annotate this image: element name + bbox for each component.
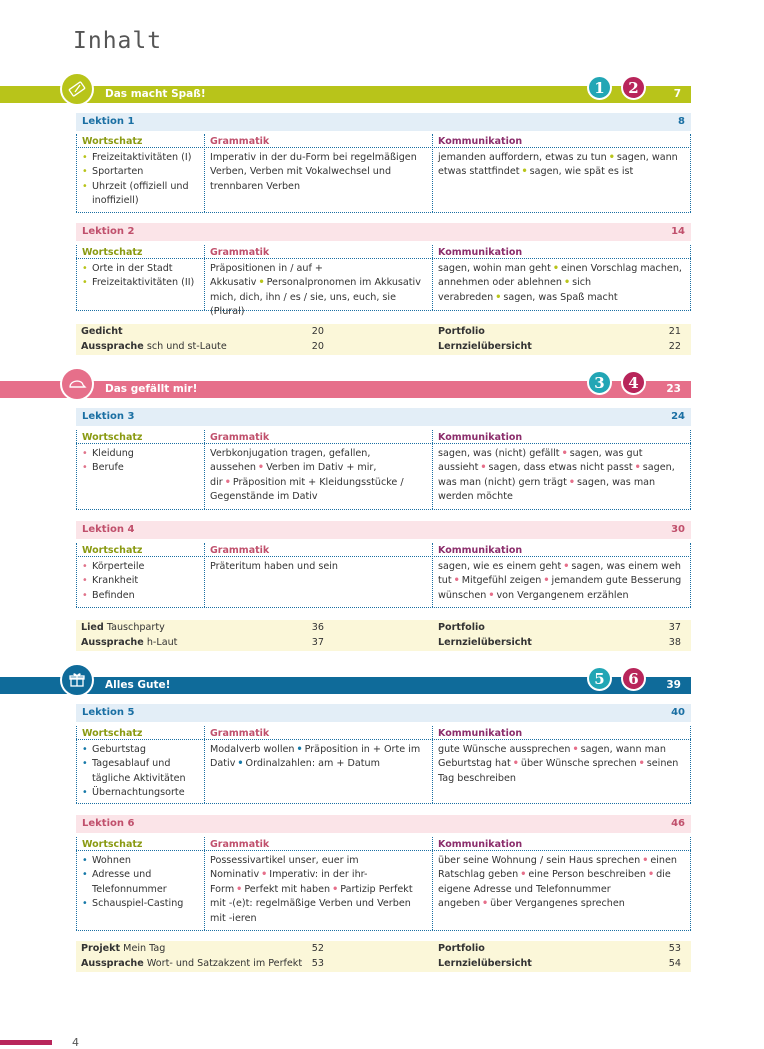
col-header-wortschatz: Wortschatz: [82, 136, 143, 147]
list-item: • Uhrzeit (offiziell und inoffiziell): [82, 180, 200, 209]
communication-item: sagen, wohin man geht: [438, 263, 551, 274]
unit-number-badge: 1: [587, 75, 612, 100]
list-item: • Schauspiel-Casting: [82, 897, 200, 911]
lesson-header: [76, 521, 691, 539]
list-item: • Übernachtungsorte: [82, 786, 200, 800]
unit-title: Das macht Spaß!: [105, 88, 206, 100]
lesson-title: Lektion 1: [82, 116, 135, 127]
unit-page: 23: [666, 383, 681, 395]
communication-item: einen Ratschlag geben: [438, 855, 677, 881]
unit-footer: Projekt Mein Tag 52 Aussprache Wort- und Satzakzent im Perfekt 53 Portfolio 53 Lernzielübersicht 54: [76, 941, 691, 972]
grammar-item: Verben im Dativ + mir, dir: [210, 462, 377, 488]
list-item: • Krankheit: [82, 574, 200, 588]
unit-number-badge: 3: [587, 370, 612, 395]
lesson-title: Lektion 6: [82, 818, 135, 829]
list-item: • Sportarten: [82, 165, 200, 179]
communication-item: seinen Tag beschreiben: [438, 758, 679, 784]
lesson-table: Wortschatz • Wohnen • Adresse und Telefonnummer • Schauspiel-Casting Grammatik Possessivartikel unser, euer im Nominativ • Imperativ: in der ihr-Form • Perfekt mit haben • Partizip Perfekt mit -(e)t: regelmäßige Verben und Verben mit -ieren Kommunikation über seine Wohnung / sein Haus sprechen • einen Ratschlag geben • eine Person beschreiben • die eigene Adresse und Telefonnummer angeben • über Vergangenes sprechen: [76, 837, 691, 931]
lesson-header: [76, 223, 691, 241]
communication-item: über Vergangenes sprechen: [490, 898, 625, 910]
col-header-wortschatz: Wortschatz: [82, 728, 143, 739]
col-header-kommunikation: Kommunikation: [438, 247, 523, 258]
col-header-wortschatz: Wortschatz: [82, 247, 143, 258]
footer-page: 20: [311, 326, 324, 337]
footer-label: Lernzielübersicht: [438, 341, 532, 352]
col-header-kommunikation: Kommunikation: [438, 839, 523, 850]
footer-label: Lernzielübersicht: [438, 637, 532, 648]
col-header-grammatik: Grammatik: [210, 839, 270, 850]
unit-number-badge: 6: [621, 666, 646, 691]
lesson-title: Lektion 5: [82, 707, 135, 718]
footer-label: Portfolio: [438, 326, 485, 337]
lesson-page: 40: [671, 707, 685, 718]
list-item: • Berufe: [82, 461, 200, 475]
communication-item: sagen, was man (nicht) gern trägt: [438, 462, 675, 488]
list-item: • Freizeitaktivitäten (I): [82, 151, 200, 165]
unit-footer: Lied Tauschparty 36 Aussprache h-Laut 37 Portfolio 37 Lernzielübersicht 38: [76, 620, 691, 651]
page-title: Inhalt: [73, 28, 163, 54]
footer-page: 21: [668, 326, 681, 337]
communication-item: sagen, was Spaß macht: [503, 291, 618, 303]
col-header-grammatik: Grammatik: [210, 728, 270, 739]
list-item: • Befinden: [82, 589, 200, 603]
col-header-kommunikation: Kommunikation: [438, 728, 523, 739]
lesson-page: 24: [671, 411, 685, 422]
grammar-text: Imperativ in der du-Form bei regelmäßigen Verben, Verben mit Vokalwechsel und trennbaren Verben: [210, 152, 417, 192]
lesson-title: Lektion 3: [82, 411, 135, 422]
grammar-item: Imperativ: in der ihr-Form: [210, 869, 368, 895]
list-item: • Adresse und Telefonnummer: [82, 868, 200, 897]
footer-label: Lernzielübersicht: [438, 958, 532, 969]
lesson-table: Wortschatz • Körperteile • Krankheit • Befinden Grammatik Präteritum haben und sein Kommunikation sagen, wie es einem geht • sagen, was einem weh tut • Mitgefühl zeigen • jemandem gute Besserung wünschen • von Vergangenem erzählen: [76, 543, 691, 608]
list-item: • Freizeitaktivitäten (II): [82, 276, 200, 290]
grammar-item: Personalpronomen im Akkusativ mich, dich, ihn / es / sie, uns, euch, sie (Plural): [210, 277, 421, 318]
footer-page: 37: [668, 622, 681, 633]
col-header-wortschatz: Wortschatz: [82, 839, 143, 850]
list-item: • Kleidung: [82, 447, 200, 461]
cap-icon: [60, 367, 94, 401]
col-header-kommunikation: Kommunikation: [438, 545, 523, 556]
grammar-item: Modalverb wollen: [210, 744, 295, 755]
communication-item: die eigene Adresse und Telefonnummer angeben: [438, 869, 671, 910]
communication-item: sagen, wann man Geburtstag hat: [438, 744, 666, 770]
grammar-text: Präteritum haben und sein: [210, 561, 338, 572]
ticket-icon: [60, 72, 94, 106]
communication-item: eine Person beschreiben: [528, 869, 646, 881]
col-header-grammatik: Grammatik: [210, 247, 270, 258]
lesson-page: 46: [671, 818, 685, 829]
grammar-item: Verbkonjugation tragen, gefallen, aussehen: [210, 448, 371, 474]
communication-item: sagen, wie spät es ist: [529, 166, 634, 178]
lesson-header: [76, 704, 691, 722]
communication-item: gute Wünsche aussprechen: [438, 744, 571, 755]
page-corner-bar: [0, 1040, 52, 1045]
unit-number-badge: 4: [621, 370, 646, 395]
grammar-item: Possessivartikel unser, euer im Nominativ: [210, 855, 359, 881]
communication-item: sagen, dass etwas nicht passt: [488, 462, 633, 474]
col-header-grammatik: Grammatik: [210, 136, 270, 147]
footer-label: Aussprache: [81, 637, 144, 648]
footer-page: 22: [668, 341, 681, 352]
list-item: • Körperteile: [82, 560, 200, 574]
footer-label: Gedicht: [81, 326, 123, 337]
unit-number-badge: 5: [587, 666, 612, 691]
communication-item: sagen, was gut aussieht: [438, 448, 643, 474]
lesson-header: [76, 113, 691, 131]
footer-page: 20: [311, 341, 324, 352]
footer-label: Portfolio: [438, 943, 485, 954]
lesson-table: Wortschatz • Orte in der Stadt • Freizeitaktivitäten (II) Grammatik Präpositionen in / auf + Akkusativ • Personalpronomen im Akkusativ mich, dich, ihn / es / sie, uns, euch, sie (Plural) Kommunikation sagen, wohin man geht • einen Vorschlag machen, annehmen oder ablehnen • sich verabreden • sagen, was Spaß macht: [76, 245, 691, 311]
communication-item: über seine Wohnung / sein Haus sprechen: [438, 855, 641, 866]
footer-page: 37: [311, 637, 324, 648]
footer-label: Lied: [81, 622, 104, 633]
list-item: • Wohnen: [82, 854, 200, 868]
grammar-item: Präposition in + Orte im Dativ: [210, 744, 421, 770]
lesson-page: 30: [671, 524, 685, 535]
col-header-grammatik: Grammatik: [210, 432, 270, 443]
grammar-item: Präposition mit + Kleidungsstücke / Gegenstände im Dativ: [210, 476, 404, 503]
col-header-kommunikation: Kommunikation: [438, 432, 523, 443]
communication-item: einen Vorschlag machen, annehmen oder ablehnen: [438, 263, 682, 289]
unit-title: Das gefällt mir!: [105, 383, 198, 395]
lesson-table: Wortschatz • Freizeitaktivitäten (I) • Sportarten • Uhrzeit (offiziell und inoffiziell) Grammatik Imperativ in der du-Form bei regelmäßigen Verben, Verben mit Vokalwechsel und trennbaren Verben Kommunikation jemanden auffordern, etwas zu tun • sagen, wann etwas stattfindet • sagen, wie spät es ist: [76, 134, 691, 213]
footer-label: Projekt: [81, 943, 121, 954]
list-item: • Geburtstag: [82, 743, 200, 757]
lesson-title: Lektion 2: [82, 226, 135, 237]
communication-item: sagen, was einem weh tut: [438, 561, 681, 587]
lesson-table: Wortschatz • Kleidung • Berufe Grammatik Verbkonjugation tragen, gefallen, aussehen • Verben im Dativ + mir, dir • Präposition mit + Kleidungsstücke / Gegenstände im Dativ Kommunikation sagen, was (nicht) gefällt • sagen, was gut aussieht • sagen, dass etwas nicht passt • sagen, was man (nicht) gern trägt • sagen, was man werden möchte: [76, 430, 691, 510]
footer-page: 53: [668, 943, 681, 954]
communication-item: sagen, was (nicht) gefällt: [438, 448, 560, 459]
unit-title: Alles Gute!: [105, 679, 171, 691]
page-number: 4: [72, 1036, 79, 1049]
gift-icon: [60, 663, 94, 697]
lesson-header: [76, 815, 691, 833]
list-item: • Orte in der Stadt: [82, 262, 200, 276]
list-item: • Tagesablauf und tägliche Aktivitäten: [82, 757, 200, 786]
communication-item: von Vergangenem erzählen: [496, 589, 629, 601]
communication-item: über Wünsche sprechen: [520, 758, 637, 770]
footer-item: [81, 325, 123, 340]
footer-page: 52: [311, 943, 324, 954]
footer-label: Aussprache: [81, 341, 144, 352]
unit-page: 39: [666, 679, 681, 691]
footer-page: 54: [668, 958, 681, 969]
grammar-item: Partizip Perfekt mit -(e)t: regelmäßige Verben und Verben mit -ieren: [210, 883, 413, 924]
lesson-page: 8: [678, 116, 685, 127]
col-header-kommunikation: Kommunikation: [438, 136, 523, 147]
communication-item: jemanden auffordern, etwas zu tun: [438, 152, 607, 163]
lesson-page: 14: [671, 226, 685, 237]
unit-number-badge: 2: [621, 75, 646, 100]
lesson-title: Lektion 4: [82, 524, 135, 535]
grammar-item: Präpositionen in / auf + Akkusativ: [210, 263, 323, 289]
lesson-header: [76, 408, 691, 426]
communication-item: Mitgefühl zeigen: [461, 575, 542, 587]
unit-footer: Gedicht 20 Aussprache sch und st-Laute 20 Portfolio 21 Lernzielübersicht 22: [76, 324, 691, 355]
col-header-wortschatz: Wortschatz: [82, 545, 143, 556]
unit-page: 7: [673, 88, 681, 100]
footer-page: 38: [668, 637, 681, 648]
communication-item: jemandem gute Besserung wünschen: [438, 575, 682, 601]
footer-page: 36: [311, 622, 324, 633]
lesson-table: Wortschatz • Geburtstag • Tagesablauf und tägliche Aktivitäten • Übernachtungsorte Grammatik Modalverb wollen • Präposition in + Orte im Dativ • Ordinalzahlen: am + Datum Kommunikation gute Wünsche aussprechen • sagen, wann man Geburtstag hat • über Wünsche sprechen • seinen Tag beschreiben: [76, 726, 691, 804]
col-header-grammatik: Grammatik: [210, 545, 270, 556]
footer-page: 53: [311, 958, 324, 969]
communication-item: sagen, wie es einem geht: [438, 561, 562, 572]
communication-item: sagen, wann etwas stattfindet: [438, 152, 678, 178]
grammar-item: Perfekt mit haben: [244, 883, 331, 895]
communication-item: sich verabreden: [438, 277, 592, 303]
communication-item: sagen, was man werden möchte: [438, 476, 656, 503]
footer-label: Aussprache: [81, 958, 144, 969]
footer-label: Portfolio: [438, 622, 485, 633]
grammar-item: Ordinalzahlen: am + Datum: [245, 758, 380, 770]
col-header-wortschatz: Wortschatz: [82, 432, 143, 443]
